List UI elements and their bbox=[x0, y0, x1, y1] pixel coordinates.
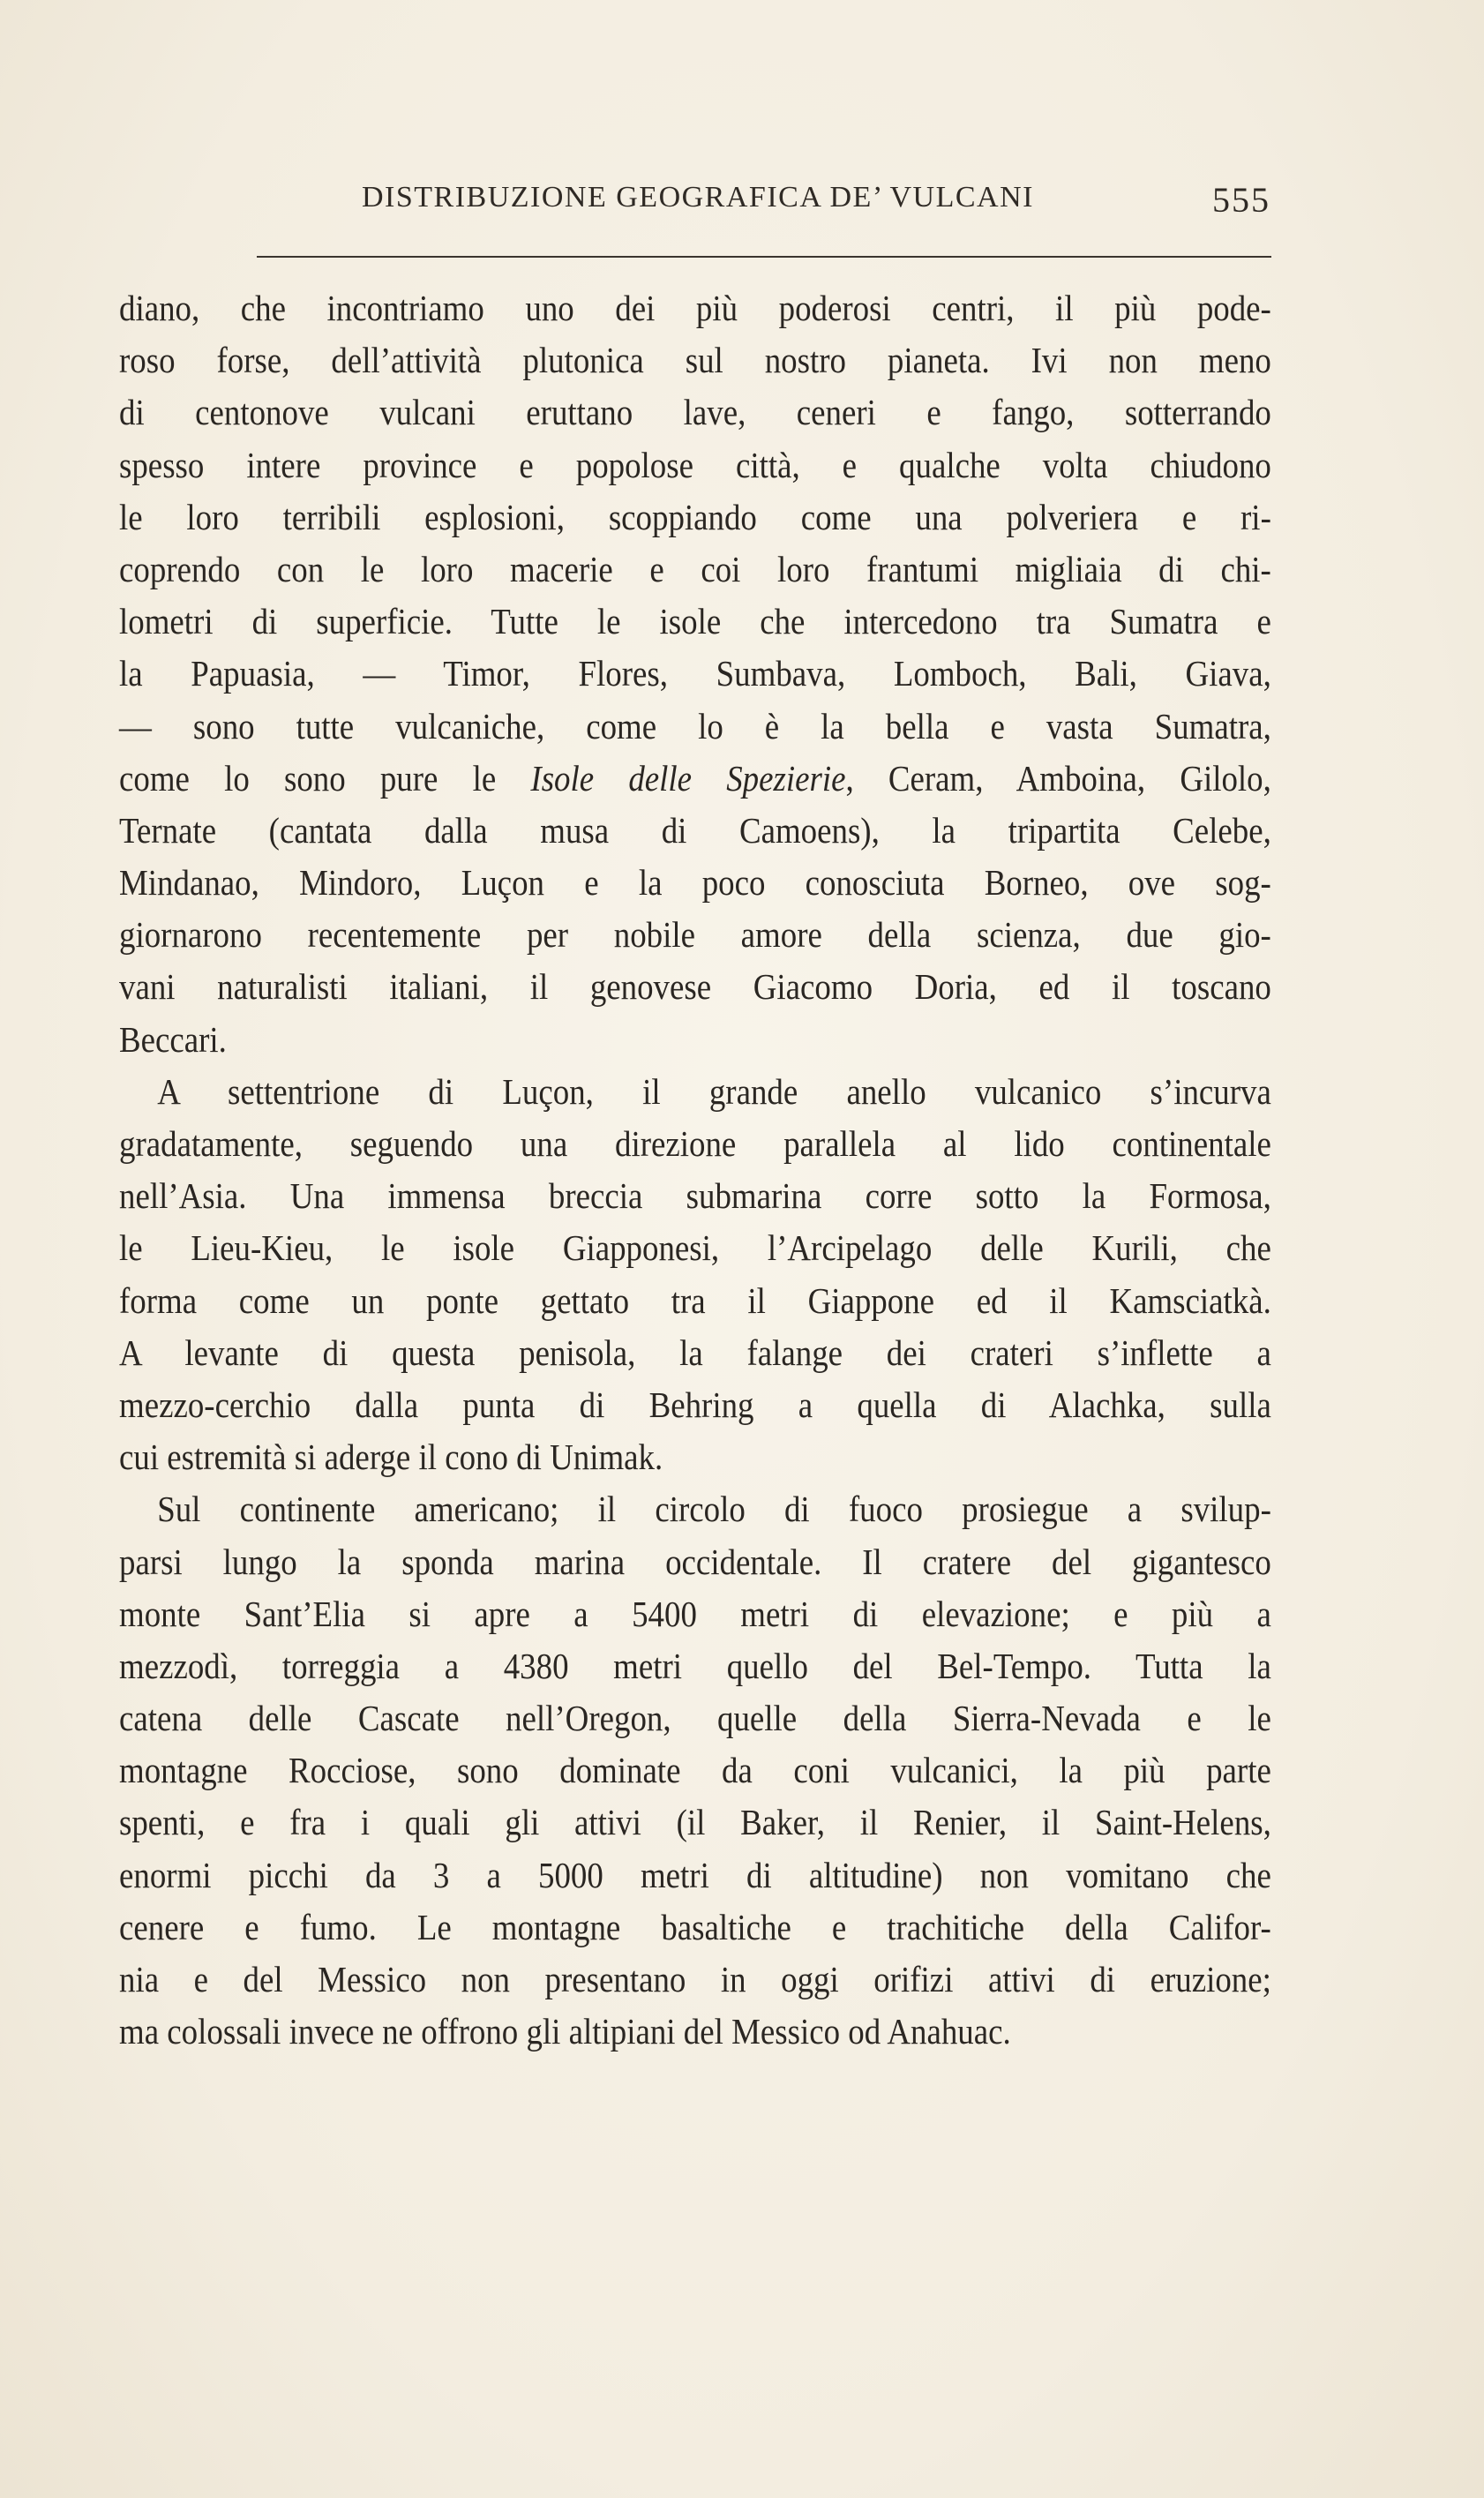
paragraph bbox=[119, 1066, 1271, 1484]
text-line bbox=[119, 753, 1271, 805]
running-header bbox=[256, 181, 1270, 234]
text-line: mezzodì, torreggia a 4380 metri quello del Bel-Tempo. Tutta la bbox=[119, 1645, 1271, 1686]
text-run: , Ceram, Amboina, Gilolo, bbox=[845, 757, 1271, 799]
text-line: forma come un ponte gettato tra il Giappone ed il Kamsciatkà. bbox=[119, 1279, 1271, 1321]
text-line: diano, che incontriamo uno dei più poderosi centri, il più pode- bbox=[119, 288, 1271, 328]
header-rule bbox=[257, 256, 1271, 258]
page-number: 555 bbox=[1212, 180, 1270, 220]
text-line: catena delle Cascate nell’Oregon, quelle della Sierra-Nevada e le bbox=[119, 1698, 1271, 1739]
text-line: Ternate (cantata dalla musa di Camoens), la tripartita Celebe, bbox=[119, 809, 1271, 851]
text-line: mezzo-cerchio dalla punta di Behring a quella di Alachka, sulla bbox=[119, 1384, 1271, 1425]
text-line: nell’Asia. Una immensa breccia submarina corre sotto la Formosa, bbox=[119, 1175, 1271, 1217]
text-line: — sono tutte vulcaniche, come lo è la bella e vasta Sumatra, bbox=[119, 705, 1271, 746]
text-line: coprendo con le loro macerie e coi loro frantumi migliaia di chi- bbox=[119, 548, 1271, 589]
text-line: nia e del Messico non presentano in oggi orifizi attivi di eruzione; bbox=[119, 1959, 1271, 1999]
text-line: spesso intere province e popolose città, e qualche volta chiudono bbox=[119, 444, 1271, 485]
text-line: spenti, e fra i quali gli attivi (il Baker, il Renier, il Saint-Helens, bbox=[119, 1802, 1271, 1843]
text-line: Beccari. bbox=[119, 1018, 227, 1060]
text-line: cui estremità si aderge il cono di Unimak. bbox=[119, 1437, 663, 1478]
text-line: le Lieu-Kieu, le isole Giapponesi, l’Arcipelago delle Kurili, che bbox=[119, 1227, 1271, 1269]
text-line: vani naturalisti italiani, il genovese Giacomo Doria, ed il toscano bbox=[119, 966, 1271, 1008]
text-line: Mindanao, Mindoro, Luçon e la poco conosciuta Borneo, ove sog- bbox=[119, 862, 1271, 904]
text-run: come lo sono pure le bbox=[119, 757, 531, 799]
text-line: lometri di superficie. Tutte le isole che intercedono tra Sumatra e bbox=[119, 601, 1271, 642]
text-line: ma colossali invece ne offrono gli altipiani del Messico od Anahuac. bbox=[119, 2011, 1011, 2052]
text-line: parsi lungo la sponda marina occidentale. Il cratere del gigantesco bbox=[119, 1541, 1271, 1582]
body-text bbox=[119, 282, 1271, 2058]
text-line: A settentrione di Luçon, il grande anello vulcanico s’incurva bbox=[157, 1070, 1271, 1112]
paragraph bbox=[119, 282, 1271, 1066]
italic-title: Isole delle Spezierie bbox=[530, 757, 846, 799]
paragraph bbox=[119, 1483, 1271, 2058]
text-line: gradatamente, seguendo una direzione parallela al lido continentale bbox=[119, 1123, 1271, 1164]
text-line: roso forse, dell’attività plutonica sul nostro pianeta. Ivi non meno bbox=[119, 340, 1271, 381]
text-line: enormi picchi da 3 a 5000 metri di altitudine) non vomitano che bbox=[119, 1854, 1271, 1895]
text-line: Sul continente americano; il circolo di fuoco prosiegue a svilup- bbox=[157, 1489, 1271, 1530]
text-line: giornarono recentemente per nobile amore della scienza, due gio- bbox=[119, 914, 1271, 956]
text-line: le loro terribili esplosioni, scoppiando come una polveriera e ri- bbox=[119, 496, 1271, 537]
text-line: A levante di questa penisola, la falange dei crateri s’inflette a bbox=[119, 1332, 1271, 1373]
text-line: cenere e fumo. Le montagne basaltiche e trachitiche della Califor- bbox=[119, 1906, 1271, 1947]
running-title: DISTRIBUZIONE GEOGRAFICA DE’ VULCANI bbox=[362, 181, 1034, 214]
text-line: di centonove vulcani eruttano lave, ceneri e fango, sotterrando bbox=[119, 392, 1271, 433]
text-line: monte Sant’Elia si apre a 5400 metri di elevazione; e più a bbox=[119, 1593, 1271, 1634]
text-line: montagne Rocciose, sono dominate da coni vulcanici, la più parte bbox=[119, 1750, 1271, 1791]
text-line: la Papuasia, — Timor, Flores, Sumbava, Lomboch, Bali, Giava, bbox=[119, 653, 1271, 694]
